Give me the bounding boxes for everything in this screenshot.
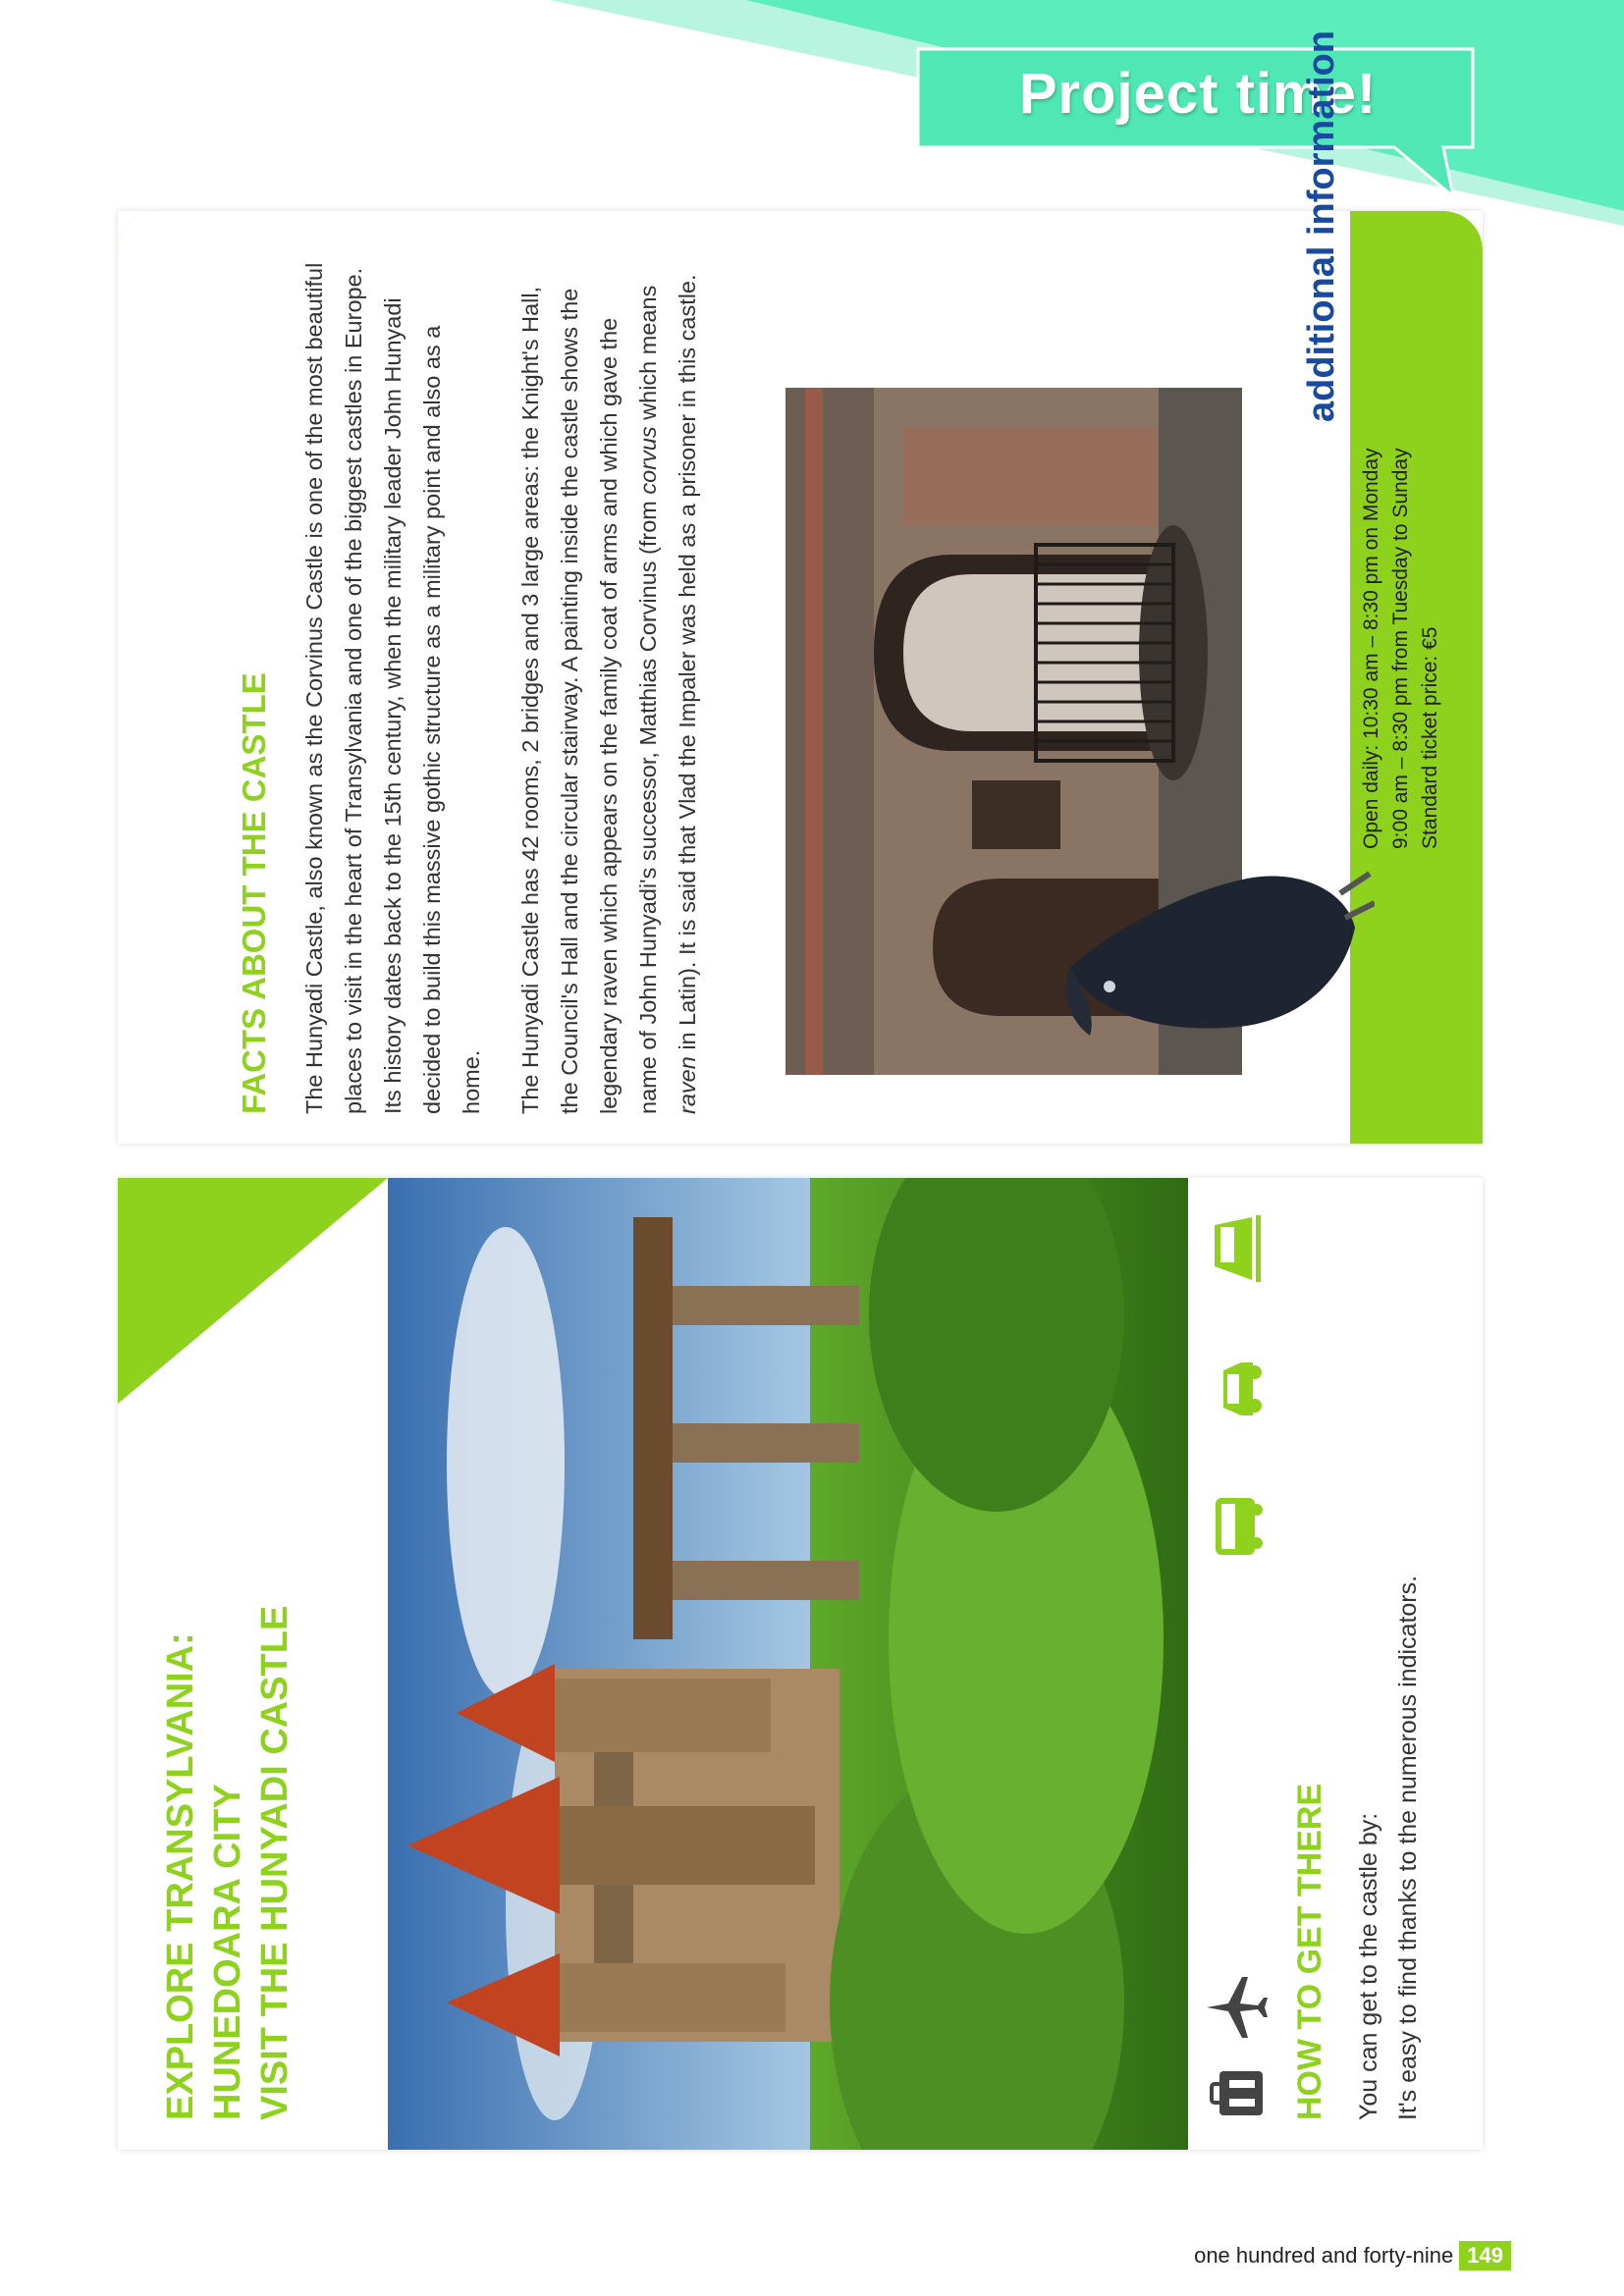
castle-photo (388, 1178, 1188, 2150)
how-text-line-2: It's easy to find thanks to the numerous indicators. (1394, 1575, 1422, 2120)
explore-title (157, 1433, 298, 2120)
bus-icon (1208, 1492, 1267, 1561)
additional-info-line-3: Standard ticket price: €5 (1419, 626, 1441, 849)
page-footer (1194, 2241, 1511, 2270)
additional-info-line-1: Open daily: 10:30 am – 8:30 pm on Monday (1360, 448, 1382, 849)
para2-part-c: in Latin). It is said that Vlad the Impaler was held as a prisoner in this castle. (675, 274, 700, 1057)
facts-paragraph-2 (511, 260, 707, 1114)
para2-part-a: The Hunyadi Castle has 42 rooms, 2 bridges and 3 large areas: the Knight's Hall, the Council's Hall and the circular stairway. A painting inside the castle shows the legendary raven which appears on the family coat of arms and which gave the name of John Hunyadi's successor, Matthias Corvinus (from (517, 286, 661, 1114)
explore-line-2: HUNEDOARA CITY (207, 1784, 248, 2120)
para2-italic-raven: raven (675, 1056, 700, 1114)
car-icon (1208, 1355, 1267, 1423)
raven-illustration (1051, 820, 1375, 1114)
how-to-get-there-title: HOW TO GET THERE (1291, 1783, 1328, 2120)
additional-info-title: additional information (1301, 30, 1342, 422)
leaflet-panel-explore (118, 1178, 1483, 2150)
page-number-badge: 149 (1459, 2241, 1511, 2270)
explore-line-3: VISIT THE HUNYADI CASTLE (254, 1605, 296, 2120)
banner-title: Project time! (1018, 62, 1378, 126)
explore-line-1: EXPLORE TRANSYLVANIA: (160, 1632, 201, 2120)
transport-icons (1193, 1198, 1281, 2130)
how-to-get-there (1193, 1198, 1468, 2130)
facts-paragraph-1: The Hunyadi Castle, also known as the Corvinus Castle is one of the most beautiful places to visit in the heart of Transylvania and one of the biggest castles in Europe. Its history dates back to the 15th century, when the military leader John Hunyadi decided to build this massive gothic structure as a military point and also as a home. (301, 262, 484, 1114)
para2-part-b: which means (635, 285, 661, 427)
additional-info-line-2: 9:00 am – 8:30 pm from Tuesday to Sunday (1389, 448, 1412, 849)
train-icon (1203, 1212, 1272, 1286)
facts-title: FACTS ABOUT THE CASTLE (236, 672, 272, 1114)
page-number-words: one hundred and forty-nine (1194, 2243, 1454, 2268)
para2-italic-corvus: corvus (635, 426, 661, 495)
luggage-icon (1208, 2066, 1267, 2120)
how-text-line-1: You can get to the castle by: (1355, 1812, 1382, 2120)
plane-icon (1203, 1973, 1272, 2042)
